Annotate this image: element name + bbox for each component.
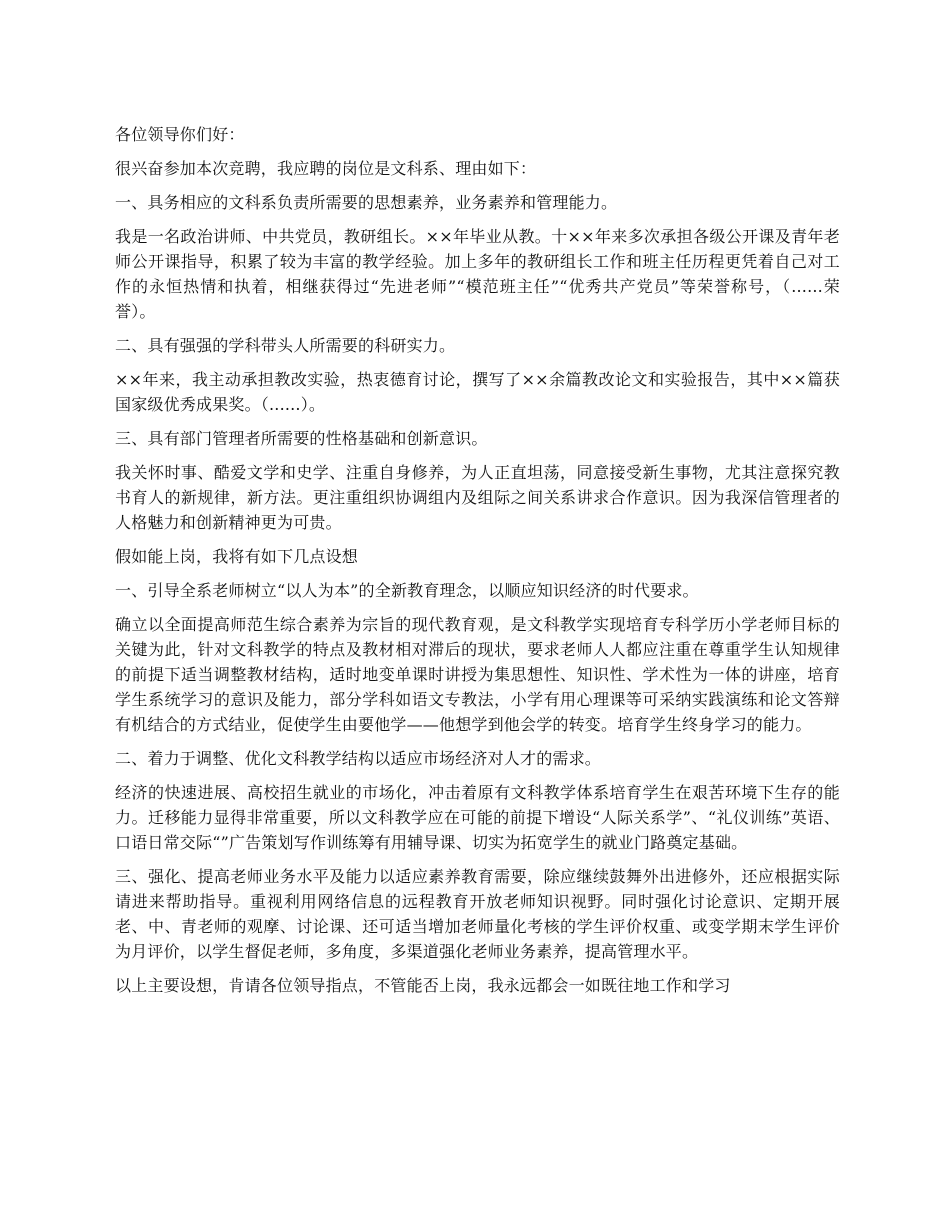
plan-paragraph-1: 确立以全面提高师范生综合素养为宗旨的现代教育观，是文科教学实现培育专科学历小学老师目标的关键为此，针对文科教学的特点及教材相对滞后的现状，要求老师人人都应注重在尊重学生认知规律的前提下适当调整教材结构，适时地变单课时讲授为集思想性、知识性、学术性为一体的讲座，培育学生系统学习的意识及能力，部分学科如语文专教法，小学有用心理课等可采纳实践演练和论文答辩有机结合的方式结业，促使学生由要他学——他想学到他会学的转变。培育学生终身学习的能力。 [115, 615, 840, 734]
document-body [115, 122, 840, 1007]
plan-paragraph-2: 经济的快速进展、高校招生就业的市场化，冲击着原有文科教学体系培育学生在艰苦环境下生存的能力。迁移能力显得非常重要，所以文科教学应在可能的前提下增设“人际关系学”、“礼仪训练”英语、口语日常交际“”广告策划写作训练筹有用辅导课、切实为拓宽学生的就业门路奠定基础。 [115, 783, 840, 852]
body-paragraph-1: 我是一名政治讲师、中共党员，教研组长。××年毕业从教。十××年来多次承担各级公开课及青年老师公开课指导，积累了较为丰富的教学经验。加上多年的教研组长工作和班主任历程更凭着自己对工作的永恒热情和执着，相继获得过“先进老师”“模范班主任”“优秀共产党员”等荣誉称号，（......荣誉）。 [115, 227, 840, 321]
plan-heading-2: 二、着力于调整、优化文科教学结构以适应市场经济对人才的需求。 [115, 749, 602, 768]
section-heading-1: 一、具务相应的文科系负责所需要的思想素养，业务素养和管理能力。 [115, 193, 618, 212]
plan-heading-1: 一、引导全系老师树立“以人为本”的全新教育理念，以顺应知识经济的时代要求。 [115, 581, 699, 600]
closing-paragraph: 以上主要设想，肯请各位领导指点，不管能否上岗，我永远都会一如既往地工作和学习 [115, 976, 731, 995]
body-paragraph-2: ××年来，我主动承担教改实验，热衷德育讨论，撰写了××余篇教改论文和实验报告，其中××篇获国家级优秀成果奖。（......）。 [115, 370, 840, 414]
section-heading-3: 三、具有部门管理者所需要的性格基础和创新意识。 [115, 429, 488, 448]
plan-intro-paragraph: 假如能上岗，我将有如下几点设想 [115, 547, 359, 566]
greeting-paragraph: 各位领导你们好： [115, 125, 245, 144]
plan-paragraph-3: 三、强化、提高老师业务水平及能力以适应素养教育需要，除应继续鼓舞外出进修外，还应根据实际请进来帮助指导。重视利用网络信息的远程教育开放老师知识视野。同时强化讨论意识、定期开展老、中、青老师的观摩、讨论课、还可适当增加老师量化考核的学生评价权重、或变学期末学生评价为月评价，以学生督促老师，多角度，多渠道强化老师业务素养，提高管理水平。 [115, 867, 840, 961]
section-heading-2: 二、具有强强的学科带头人所需要的科研实力。 [115, 336, 456, 355]
body-paragraph-3: 我关怀时事、酷爱文学和史学、注重自身修养，为人正直坦荡，同意接受新生事物，尤其注意探究教书育人的新规律，新方法。更注重组织协调组内及组际之间关系讲求合作意识。因为我深信管理者的人格魅力和创新精神更为可贵。 [115, 463, 840, 532]
intro-paragraph: 很兴奋参加本次竞聘，我应聘的岗位是文科系、理由如下： [115, 159, 537, 178]
